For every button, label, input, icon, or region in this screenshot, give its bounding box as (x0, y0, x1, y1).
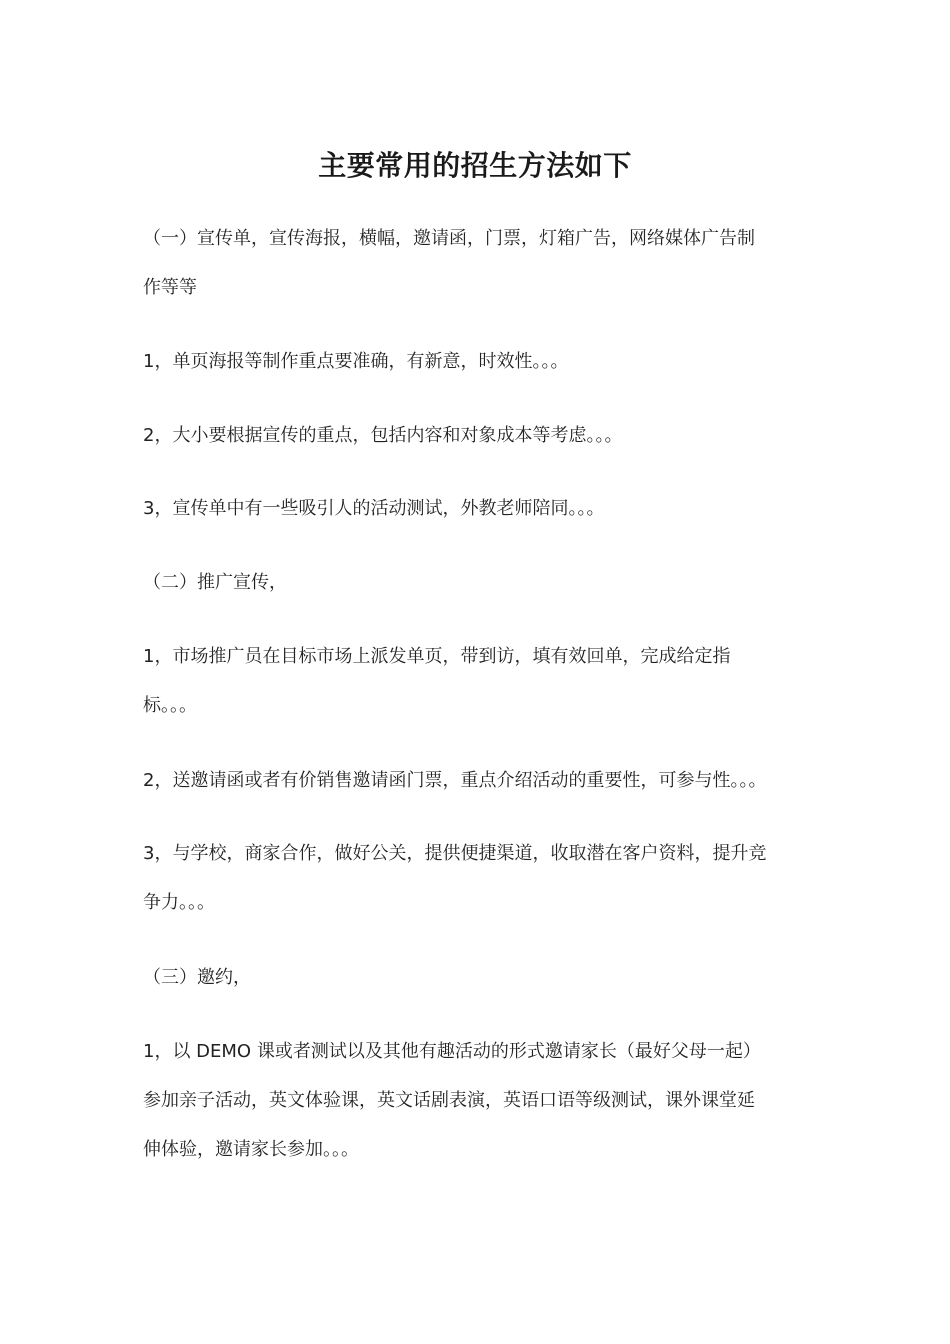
paragraph-line: 参加亲子活动，英文体验课，英文话剧表演，英语口语等级测试，课外课堂延 (143, 1090, 755, 1111)
paragraph-line: 3，与学校，商家合作，做好公关，提供便捷渠道，收取潜在客户资料，提升竞 (143, 843, 767, 864)
paragraph-line: 1，单页海报等制作重点要准确，有新意，时效性。。。 (143, 351, 569, 372)
paragraph-line: （一）宣传单，宣传海报，横幅，邀请函，门票，灯箱广告，网络媒体广告制 (143, 228, 755, 249)
paragraph-line: 作等等 (143, 277, 197, 298)
paragraph-line: 2，送邀请函或者有价销售邀请函门票，重点介绍活动的重要性，可参与性。。。 (143, 770, 767, 791)
paragraph-item (143, 756, 823, 805)
paragraph-section-1-heading (143, 214, 823, 312)
paragraph-section-3-heading (143, 953, 823, 1002)
paragraph-line: 1，以 DEMO 课或者测试以及其他有趣活动的形式邀请家长（最好父母一起） (143, 1041, 761, 1062)
paragraph-line: 1，市场推广员在目标市场上派发单页，带到访，填有效回单，完成给定指 (143, 646, 731, 667)
paragraph-line: 2，大小要根据宣传的重点，包括内容和对象成本等考虑。。。 (143, 425, 623, 446)
paragraph-section-2-heading (143, 558, 823, 607)
paragraph-item (143, 829, 823, 927)
paragraph-line: 标。。。 (143, 695, 197, 716)
paragraph-line: 3，宣传单中有一些吸引人的活动测试，外教老师陪同。。。 (143, 498, 605, 519)
paragraph-item (143, 632, 823, 730)
paragraph-line: （二）推广宣传， (143, 572, 287, 593)
paragraph-item (143, 484, 823, 533)
paragraph-item (143, 337, 823, 386)
paragraph-line: 争力。。。 (143, 892, 215, 913)
document-title: 主要常用的招生方法如下 (318, 149, 632, 182)
paragraph-item (143, 411, 823, 460)
paragraph-line: 伸体验，邀请家长参加。。。 (143, 1139, 359, 1160)
paragraph-line: （三）邀约， (143, 967, 251, 988)
paragraph-item (143, 1027, 823, 1174)
